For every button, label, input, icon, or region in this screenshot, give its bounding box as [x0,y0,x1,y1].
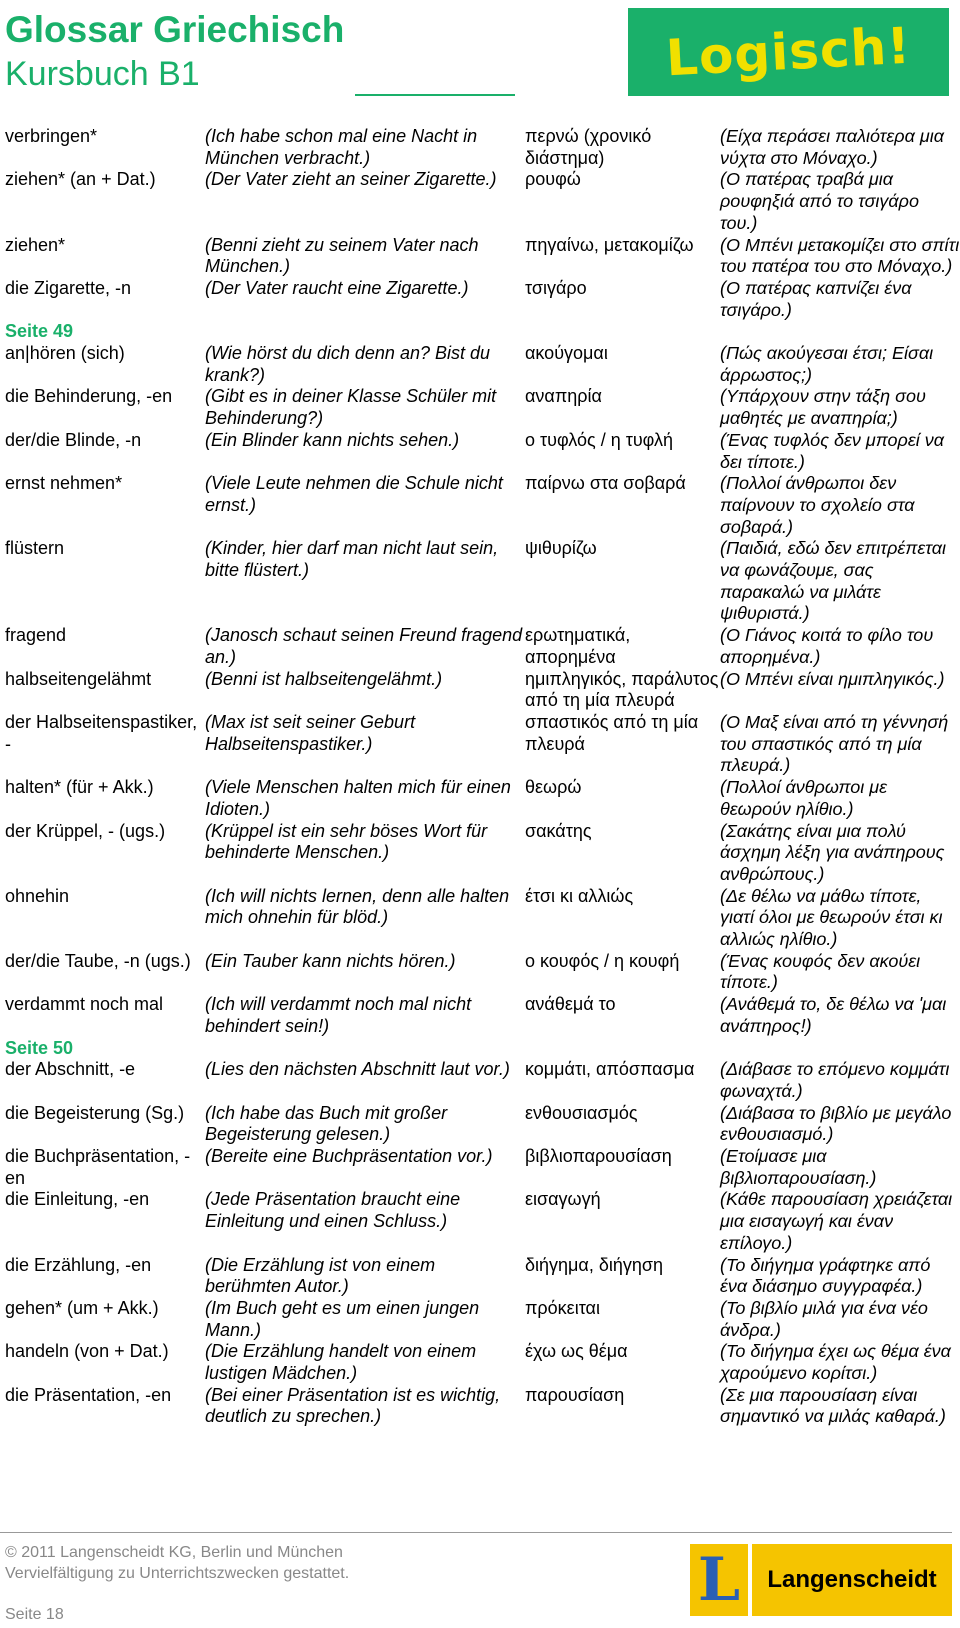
greek-term: διήγημα, διήγηση [525,1254,663,1275]
german-example: (Wie hörst du dich denn an? Bist du krank?) [205,343,491,385]
german-example: (Benni zieht zu seinem Vater nach München.) [205,234,479,277]
german-term: verbringen* [5,126,98,146]
german-example: (Janosch schaut seinen Freund fragend an.) [205,625,523,667]
greek-example: (Είχα περάσει παλιότερα μια νύχτα στο Μόναχο.) [720,126,944,168]
german-example: (Jede Präsentation braucht eine Einleitung und einen Schluss.) [205,1189,461,1232]
glossary-row [5,1298,960,1341]
german-term: der/die Taube, -n (ugs.) [5,950,191,971]
german-example: (Lies den nächsten Abschnitt laut vor.) [205,1059,510,1080]
german-term: die Erzählung, -en [5,1254,152,1275]
german-term: ziehen* (an + Dat.) [5,169,156,190]
german-term: die Präsentation, -en [5,1384,172,1405]
greek-example: (Το διήγημα έχει ως θέμα ένα χαρούμενο κορίτσι.) [720,1341,951,1384]
german-term: die Begeisterung (Sg.) [5,1102,185,1123]
greek-term: ρουφώ [525,169,581,190]
publisher-name: Langenscheidt [767,1566,937,1593]
glossary-row [5,994,960,1037]
german-example: (Benni ist halbseitengelähmt.) [205,668,443,689]
german-example: (Krüppel ist ein sehr böses Wort für behinderte Menschen.) [205,820,488,863]
german-example: (Die Erzählung ist von einem berühmten Autor.) [205,1254,436,1297]
greek-term: σπαστικός από τη μία πλευρά [525,711,699,754]
german-term: ziehen* [5,234,66,255]
german-term: ernst nehmen* [5,473,123,494]
german-term: die Behinderung, -en [5,386,173,407]
greek-term: παρουσίαση [525,1384,625,1405]
greek-example: (Ένας κουφός δεν ακούει τίποτε.) [720,950,921,993]
greek-example: (Το βιβλίο μιλά για ένα νέο άνδρα.) [720,1297,928,1340]
greek-term: θεωρώ [525,777,582,798]
greek-term: τσιγάρο [525,277,587,298]
greek-example: (Ο Μαξ είναι από τη γέννησή του σπαστικός από τη μία πλευρά.) [720,711,949,776]
greek-term: ψιθυρίζω [525,538,597,559]
german-example: (Gibt es in deiner Klasse Schüler mit Behinderung?) [205,386,497,429]
german-term: ohnehin [5,885,70,906]
german-example: (Die Erzählung handelt von einem lustigen Mädchen.) [205,1341,477,1384]
greek-term: πρόκειται [525,1297,600,1318]
german-example: (Ich habe das Buch mit großer Begeisterung gelesen.) [205,1102,448,1145]
greek-example: (Ο Μπένι είναι ημιπληγικός.) [720,668,945,689]
greek-example: (Δε θέλω να μάθω τίποτε, γιατί όλοι με θεωρούν έτσι κι αλλιώς ηλίθιο.) [720,885,943,950]
greek-example: (Ο πατέρας τραβά μια ρουφηξιά από το τσιγάρο του.) [720,169,920,233]
section-heading: Seite 50 [5,1037,74,1058]
glossary-row [5,473,960,538]
greek-example: (Υπάρχουν στην τάξη σου μαθητές με αναπηρία;) [720,386,926,429]
logisch-logo [628,8,949,96]
title-underline [355,94,515,96]
greek-term: έχω ως θέμα [525,1341,628,1362]
glossary-row [5,951,960,994]
greek-term: ακούγομαι [525,343,608,364]
german-term: die Einleitung, -en [5,1189,150,1210]
glossary-row [5,126,960,169]
german-term: verdammt noch mal [5,994,164,1015]
greek-example: (Πώς ακούγεσαι έτσι; Είσαι άρρωστος;) [720,343,934,385]
german-term: handeln (von + Dat.) [5,1341,169,1362]
glossary-row [5,278,960,321]
german-example: (Ich will verdammt noch mal nicht behindert sein!) [205,994,472,1036]
glossary-row [5,821,960,886]
greek-example: (Ο Μπένι μετακομίζει στο σπίτι του πατέρα του στο Μόναχο.) [720,234,960,277]
german-term: gehen* (um + Akk.) [5,1297,159,1318]
glossary-row [5,712,960,777]
german-term: der Abschnitt, -e [5,1059,136,1080]
greek-term: ανάθεμά το [525,994,616,1015]
greek-term: βιβλιοπαρουσίαση [525,1146,672,1167]
footer-divider [0,1532,952,1533]
greek-term: περνώ (χρονικό διάστημα) [525,126,652,168]
greek-example: (Σακάτης είναι μια πολύ άσχημη λέξη για ανάπηρους ανθρώπους.) [720,820,945,884]
greek-example: (Κάθε παρουσίαση χρειάζεται μια εισαγωγή και έναν επίλογο.) [720,1189,953,1253]
langenscheidt-logo [690,1544,952,1616]
copyright-text: © 2011 Langenscheidt KG, Berlin und München [5,1544,343,1561]
german-term: halbseitengelähmt [5,668,152,689]
glossary-row [5,430,960,473]
glossary-row [5,669,960,712]
glossary-row [5,1103,960,1146]
glossary-row [5,235,960,278]
glossary-row [5,1059,960,1102]
german-example: (Max ist seit seiner Geburt Halbseitenspastiker.) [205,711,416,754]
glossary-row [5,386,960,429]
greek-term: ο κουφός / η κουφή [525,950,680,971]
glossary-row [5,886,960,951]
logo-text: Logisch! [664,16,913,88]
glossary-table [5,126,960,1428]
greek-term: πηγαίνω, μετακομίζω [525,234,694,255]
logo-letter: L [697,1545,741,1615]
glossary-row [5,169,960,234]
german-example: (Im Buch geht es um einen jungen Mann.) [205,1297,480,1340]
greek-term: σακάτης [525,820,592,841]
greek-term: εισαγωγή [525,1189,601,1210]
greek-term: ο τυφλός / η τυφλή [525,429,674,450]
german-example: (Ein Blinder kann nichts sehen.) [205,429,460,450]
glossary-row [5,777,960,820]
german-example: (Ich habe schon mal eine Nacht in München verbracht.) [205,126,478,168]
glossary-row [5,538,960,625]
greek-term: ερωτηματικά, απορημένα [525,625,631,667]
german-term: flüstern [5,538,65,559]
german-example: (Der Vater zieht an seiner Zigarette.) [205,169,497,190]
greek-example: (Το διήγημα γράφτηκε από ένα διάσημο συγγραφέα.) [720,1254,931,1297]
langenscheidt-wordmark [752,1544,952,1616]
greek-example: (Πολλοί άνθρωποι με θεωρούν ηλίθιο.) [720,777,888,819]
glossary-row [5,1341,960,1384]
glossary-row [5,1255,960,1298]
german-example: (Kinder, hier darf man nicht laut sein, bitte flüstert.) [205,538,499,581]
greek-example: (Διάβασε το επόμενο κομμάτι φωναχτά.) [720,1059,950,1101]
german-example: (Bei einer Präsentation ist es wichtig, deutlich zu sprechen.) [205,1384,501,1427]
greek-term: αναπηρία [525,386,602,407]
page-number: Seite 18 [5,1606,64,1623]
greek-example: (Πολλοί άνθρωποι δεν παίρνουν το σχολείο στα σοβαρά.) [720,473,915,537]
german-term: der Halbseitenspastiker, - [5,711,198,754]
greek-term: έτσι κι αλλιώς [525,885,634,906]
glossary-row [5,625,960,668]
german-term: der Krüppel, - (ugs.) [5,820,166,841]
copyright-notice: Vervielfältigung zu Unterrichtszwecken gestattet. [5,1565,350,1582]
glossary-row [5,1146,960,1189]
greek-example: (Ο πατέρας καπνίζει ένα τσιγάρο.) [720,277,912,320]
greek-term: κομμάτι, απόσπασμα [525,1059,695,1080]
german-term: fragend [5,625,67,646]
german-example: (Der Vater raucht eine Zigarette.) [205,277,469,298]
page-subtitle: Kursbuch B1 [5,55,200,93]
german-term: an|hören (sich) [5,343,125,364]
german-term: der/die Blinde, -n [5,429,142,450]
glossary-row [5,343,960,386]
section-heading: Seite 49 [5,321,74,342]
greek-example: (Ανάθεμά το, δε θέλω να 'μαι ανάπηρος!) [720,994,947,1036]
german-term: die Zigarette, -n [5,277,132,298]
page-title: Glossar Griechisch [5,9,345,50]
glossary-row [5,1189,960,1254]
glossary-row [5,1385,960,1428]
greek-example: (Διάβασα το βιβλίο με μεγάλο ενθουσιασμό.) [720,1102,952,1145]
german-example: (Viele Leute nehmen die Schule nicht ernst.) [205,473,503,515]
greek-term: ημιπληγικός, παράλυτος από τη μία πλευρά [525,668,719,711]
page-header [0,0,960,100]
langenscheidt-l-mark [690,1544,748,1616]
greek-example: (Ένας τυφλός δεν μπορεί να δει τίποτε.) [720,429,945,472]
greek-example: (Ετοίμασε μια βιβλιοπαρουσίαση.) [720,1146,877,1188]
german-term: halten* (für + Akk.) [5,777,154,798]
greek-example: (Σε μια παρουσίαση είναι σημαντικό να μιλάς καθαρά.) [720,1384,946,1427]
greek-example: (Παιδιά, εδώ δεν επιτρέπεται να φωνάζουμε, σας παρακαλώ να μιλάτε ψιθυριστά.) [720,538,947,624]
german-example: (Ich will nichts lernen, denn alle halten mich ohnehin für blöd.) [205,885,510,928]
greek-example: (Ο Γιάνος κοιτά το φίλο του απορημένα.) [720,625,934,667]
german-example: (Bereite eine Buchpräsentation vor.) [205,1146,493,1167]
greek-term: ενθουσιασμός [525,1102,638,1123]
greek-term: παίρνω στα σοβαρά [525,473,686,494]
german-term: die Buchpräsentation, -en [5,1146,191,1188]
german-example: (Ein Tauber kann nichts hören.) [205,950,456,971]
german-example: (Viele Menschen halten mich für einen Idioten.) [205,777,511,819]
